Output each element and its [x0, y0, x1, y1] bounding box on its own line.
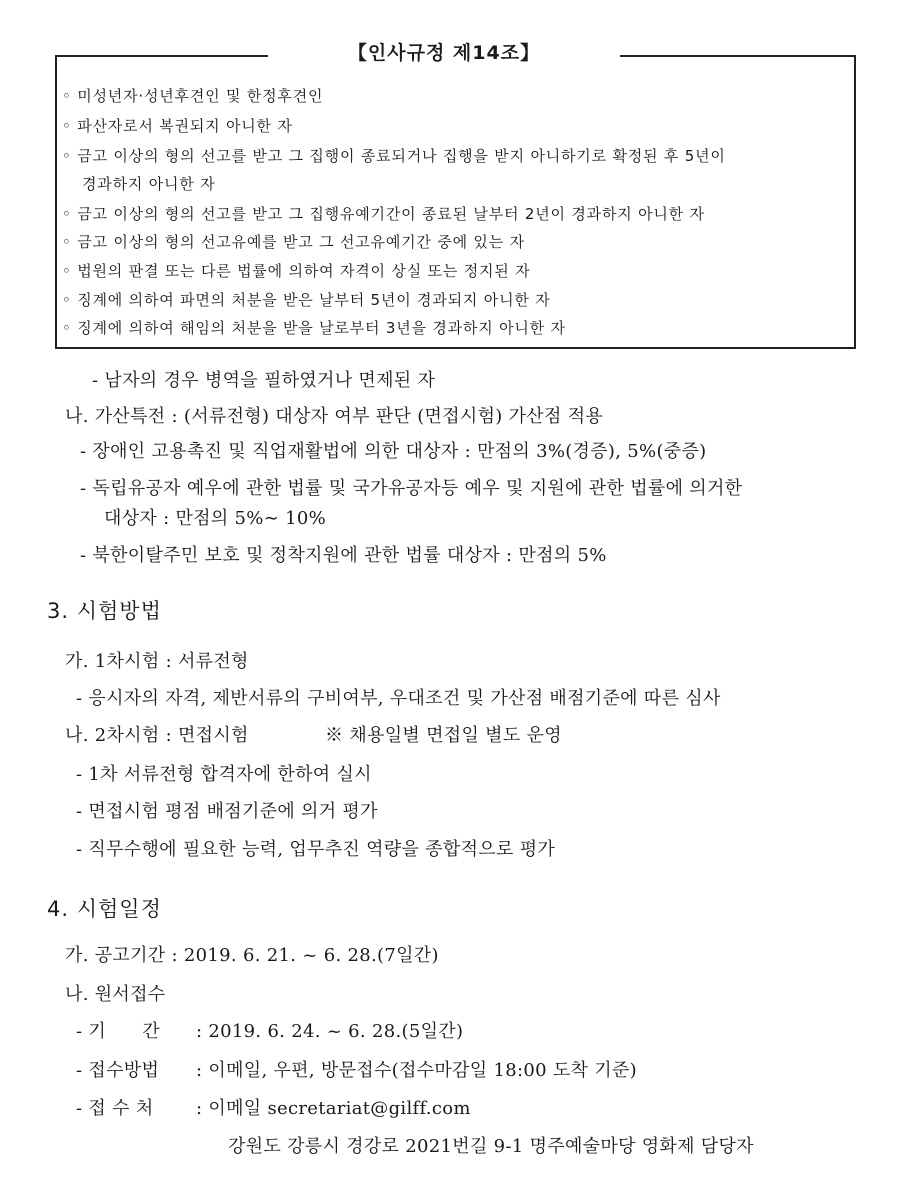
regulation-item: ◦ 금고 이상의 형의 선고를 받고 그 집행유예기간이 종료된 날부터 2년이 경과하지 아니한 자	[62, 205, 705, 223]
bonus-item: - 북한이탈주민 보호 및 정착지원에 관한 법률 대상자 : 만점의 5%	[80, 545, 607, 566]
bonus-item: - 장애인 고용촉진 및 직업재활법에 의한 대상자 : 만점의 3%(경증), 5%(중증)	[80, 441, 707, 462]
section-heading-schedule: 4. 시험일정	[47, 897, 162, 921]
regulation-item: ◦ 징계에 의하여 해임의 처분을 받을 날로부터 3년을 경과하지 아니한 자	[62, 319, 566, 337]
period-value: : 2019. 6. 24. ~ 6. 28.(5일간)	[196, 1021, 464, 1042]
bonus-item: - 독립유공자 예우에 관한 법률 및 국가유공자등 예우 및 지원에 관한 법률에 의거한	[80, 478, 743, 499]
second-exam-item: - 면접시험 평점 배점기준에 의거 평가	[76, 801, 378, 822]
second-exam-item: - 직무수행에 필요한 능력, 업무추진 역량을 종합적으로 평가	[76, 839, 556, 860]
first-exam-title: 가. 1차시험 : 서류전형	[65, 651, 249, 672]
section-heading-exam-method: 3. 시험방법	[47, 599, 162, 623]
first-exam-item: - 응시자의 자격, 제반서류의 구비여부, 우대조건 및 가산점 배점기준에 따른 심사	[76, 688, 721, 709]
second-exam-note: ※ 채용일별 면접일 별도 운영	[325, 725, 562, 746]
second-exam-title: 나. 2차시험 : 면접시험	[65, 725, 249, 746]
bonus-item-continuation: 대상자 : 만점의 5%∼ 10%	[104, 508, 327, 529]
second-exam-item: - 1차 서류전형 합격자에 한하여 실시	[76, 764, 372, 785]
regulation-item: ◦ 금고 이상의 형의 선고유예를 받고 그 선고유예기간 중에 있는 자	[62, 233, 525, 251]
method-value: : 이메일, 우편, 방문접수(접수마감일 18:00 도착 기준)	[196, 1060, 637, 1081]
method-label: - 접수방법	[76, 1060, 160, 1081]
regulation-item: ◦ 파산자로서 복권되지 아니한 자	[62, 117, 293, 135]
period-label: - 기 간	[76, 1021, 160, 1042]
bonus-title: 나. 가산특전 : (서류전형) 대상자 여부 판단 (면접시험) 가산점 적용	[65, 406, 604, 427]
regulation-item: ◦ 미성년자·성년후견인 및 한정후견인	[62, 87, 324, 105]
place-label: - 접 수 처	[76, 1098, 154, 1119]
regulation-item: ◦ 징계에 의하여 파면의 처분을 받은 날부터 5년이 경과되지 아니한 자	[62, 291, 551, 309]
regulation-item-continuation: 경과하지 아니한 자	[82, 175, 216, 193]
military-requirement: - 남자의 경우 병역을 필하였거나 면제된 자	[92, 370, 436, 391]
place-value: : 이메일 secretariat@gilff.com	[196, 1098, 471, 1119]
application-receipt-title: 나. 원서접수	[65, 984, 166, 1005]
regulation-item: ◦ 법원의 판결 또는 다른 법률에 의하여 자격이 상실 또는 정지된 자	[62, 262, 531, 280]
notice-period: 가. 공고기간 : 2019. 6. 21. ~ 6. 28.(7일간)	[65, 945, 439, 966]
office-address: 강원도 강릉시 경강로 2021번길 9-1 명주예술마당 영화제 담당자	[228, 1136, 754, 1157]
regulation-box-title: 【인사규정 제14조】	[268, 38, 620, 68]
regulation-item: ◦ 금고 이상의 형의 선고를 받고 그 집행이 종료되거나 집행을 받지 아니하기로 확정된 후 5년이	[62, 147, 726, 165]
